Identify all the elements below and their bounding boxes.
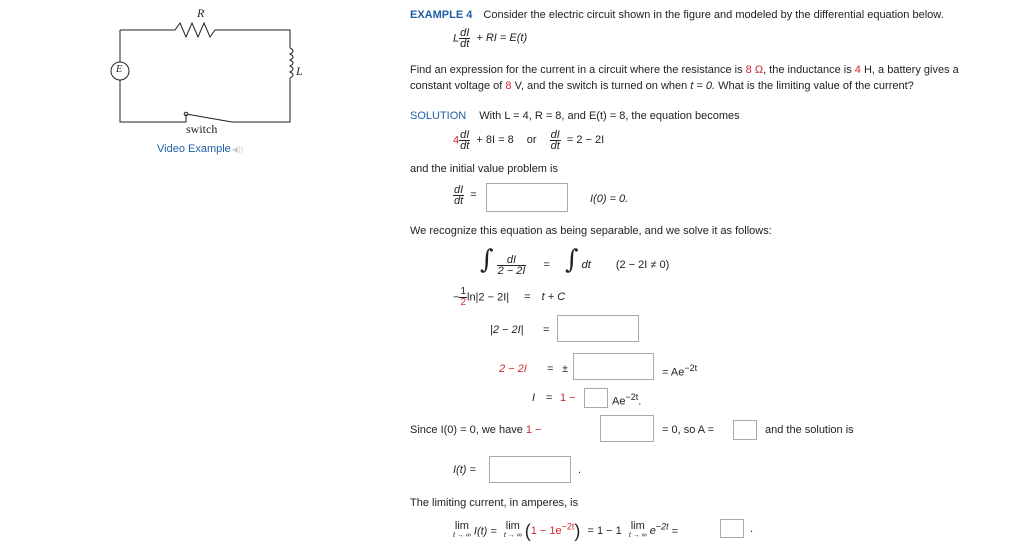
eq2-fraction: $\frac{dI}{dt}$: [550, 129, 560, 152]
inductance-value: 4: [854, 64, 861, 76]
ivp-equation: [453, 185, 477, 206]
abs-equals: =: [543, 324, 550, 336]
switch-lever: [186, 114, 232, 122]
plus-minus-answer-input[interactable]: [573, 353, 654, 380]
lim-I: I(t) =: [473, 525, 497, 538]
ivp-initial: I(0) = 0.: [590, 193, 629, 205]
abs-lhs: |2 − 2I|: [490, 324, 524, 336]
since-answer-input[interactable]: [600, 415, 654, 442]
solution-with-text: With L = 4, R = 8, and E(t) = 8, the equation becomes: [479, 110, 740, 122]
de-coeff: L: [453, 32, 460, 45]
row3-rhs: = $Ae^{-2t}$: [662, 363, 698, 379]
integral-rhs: dt: [581, 259, 591, 271]
equation-becomes: [453, 130, 604, 151]
limiting-text: The limiting current, in amperes, is: [410, 497, 579, 509]
de-rest: + RI = E(t): [476, 32, 528, 45]
integral-equals: =: [543, 259, 550, 271]
limit-answer-input[interactable]: [720, 519, 744, 538]
e-term: $e^{-2t}$: [649, 521, 669, 538]
plus-minus: ±: [562, 363, 569, 375]
ivp-equals: =: [470, 189, 477, 202]
eq-final: =: [671, 525, 679, 538]
lim-1: lim t → ∞: [453, 520, 471, 539]
problem-text-2: , the inductance is: [763, 64, 855, 76]
resistance-value: 8 Ω: [745, 64, 764, 76]
limit-period: .: [750, 523, 754, 535]
problem-text-4: constant voltage of: [410, 80, 506, 92]
limit-row: [453, 521, 678, 542]
half-fraction: $\frac{1}{2}$: [460, 286, 466, 308]
row4-Ae: $Ae^{-2t}$.: [612, 392, 642, 408]
ivp-fraction: $\frac{dI}{dt}$: [454, 184, 464, 207]
example-header: [410, 9, 944, 21]
or-text: or: [526, 134, 537, 147]
differential-equation: [453, 28, 527, 49]
eq2-rest: = 2 − 2I: [566, 134, 605, 147]
row4-one-minus: 1 −: [560, 392, 576, 404]
ln-rhs: t + C: [541, 291, 566, 304]
lim-3: lim t → ∞: [628, 520, 647, 539]
problem-text-3: H, a battery gives a: [860, 64, 959, 76]
voltage-value: 8: [505, 80, 512, 92]
problem-text-7: What is the limiting value of the current?: [715, 80, 914, 92]
integral-sign-right: ∫: [565, 245, 579, 275]
integral-condition: (2 − 2I ≠ 0): [615, 259, 670, 271]
row4-equals: =: [546, 392, 553, 404]
integral-row: [480, 247, 669, 276]
ln-equals: =: [524, 291, 531, 304]
problem-text-5: V, and the switch is turned on when: [511, 80, 691, 92]
ln-neg: −: [453, 291, 460, 304]
example-heading: EXAMPLE 4: [410, 9, 473, 21]
solution-line: [410, 110, 740, 122]
paren-left: (: [524, 521, 531, 541]
It-label: I(t) =: [453, 464, 476, 476]
inductor-label: L: [296, 64, 303, 78]
inductor-coil: [290, 48, 293, 78]
since-eq0: = 0, so A =: [662, 424, 714, 436]
integral-sign-left: ∫: [480, 245, 494, 275]
ivp-text: and the initial value problem is: [410, 163, 558, 175]
lim-2: lim t → ∞: [503, 520, 522, 539]
eq1-coeff: 4: [453, 134, 460, 147]
A-value-input[interactable]: [733, 420, 757, 440]
row4-I: I: [532, 392, 536, 404]
speaker-icon: ◀)): [231, 145, 244, 154]
battery-label: E: [116, 64, 123, 75]
and-solution-text: and the solution is: [765, 424, 854, 436]
abs-answer-input[interactable]: [557, 315, 639, 342]
coefficient-input[interactable]: [584, 388, 608, 408]
example-intro: Consider the electric circuit shown in the figure and modeled by the differential equation below.: [483, 9, 944, 21]
row3-lhs: 2 − 2I: [499, 363, 527, 375]
ivp-answer-input[interactable]: [486, 183, 568, 212]
problem-text-6: t = 0.: [690, 80, 716, 92]
video-example-link[interactable]: [157, 143, 243, 155]
separable-text: We recognize this equation as being separable, and we solve it as follows:: [410, 225, 772, 237]
ln-text: ln|2 − 2I|: [467, 291, 510, 304]
It-answer-input[interactable]: [489, 456, 571, 483]
ln-row: [453, 287, 565, 308]
It-period: .: [578, 464, 582, 476]
resistor-wire: [120, 23, 290, 48]
row3-equals: =: [547, 363, 554, 375]
resistor-label: R: [197, 6, 205, 20]
paren-content: $1 - 1e^{-2t}$: [530, 521, 575, 538]
problem-statement: [410, 62, 959, 94]
integral-fraction: $\frac{dI}{2 - 2I}$: [497, 253, 526, 277]
paren-right: ): [574, 521, 581, 541]
eq-one-minus: = 1 − 1: [587, 525, 622, 538]
eq1-fraction: $\frac{dI}{dt}$: [460, 129, 470, 152]
problem-text-1: Find an expression for the current in a circuit where the resistance is: [410, 64, 746, 76]
eq1-rest: + 8I = 8: [476, 134, 514, 147]
de-fraction: $\frac{dI}{dt}$: [460, 27, 470, 50]
video-example-label[interactable]: Video Example: [157, 143, 231, 155]
since-text: Since I(0) = 0, we have 1 −: [410, 424, 542, 436]
switch-label: switch: [186, 122, 218, 136]
circuit-svg: [100, 10, 320, 130]
solution-label: SOLUTION: [410, 110, 467, 122]
